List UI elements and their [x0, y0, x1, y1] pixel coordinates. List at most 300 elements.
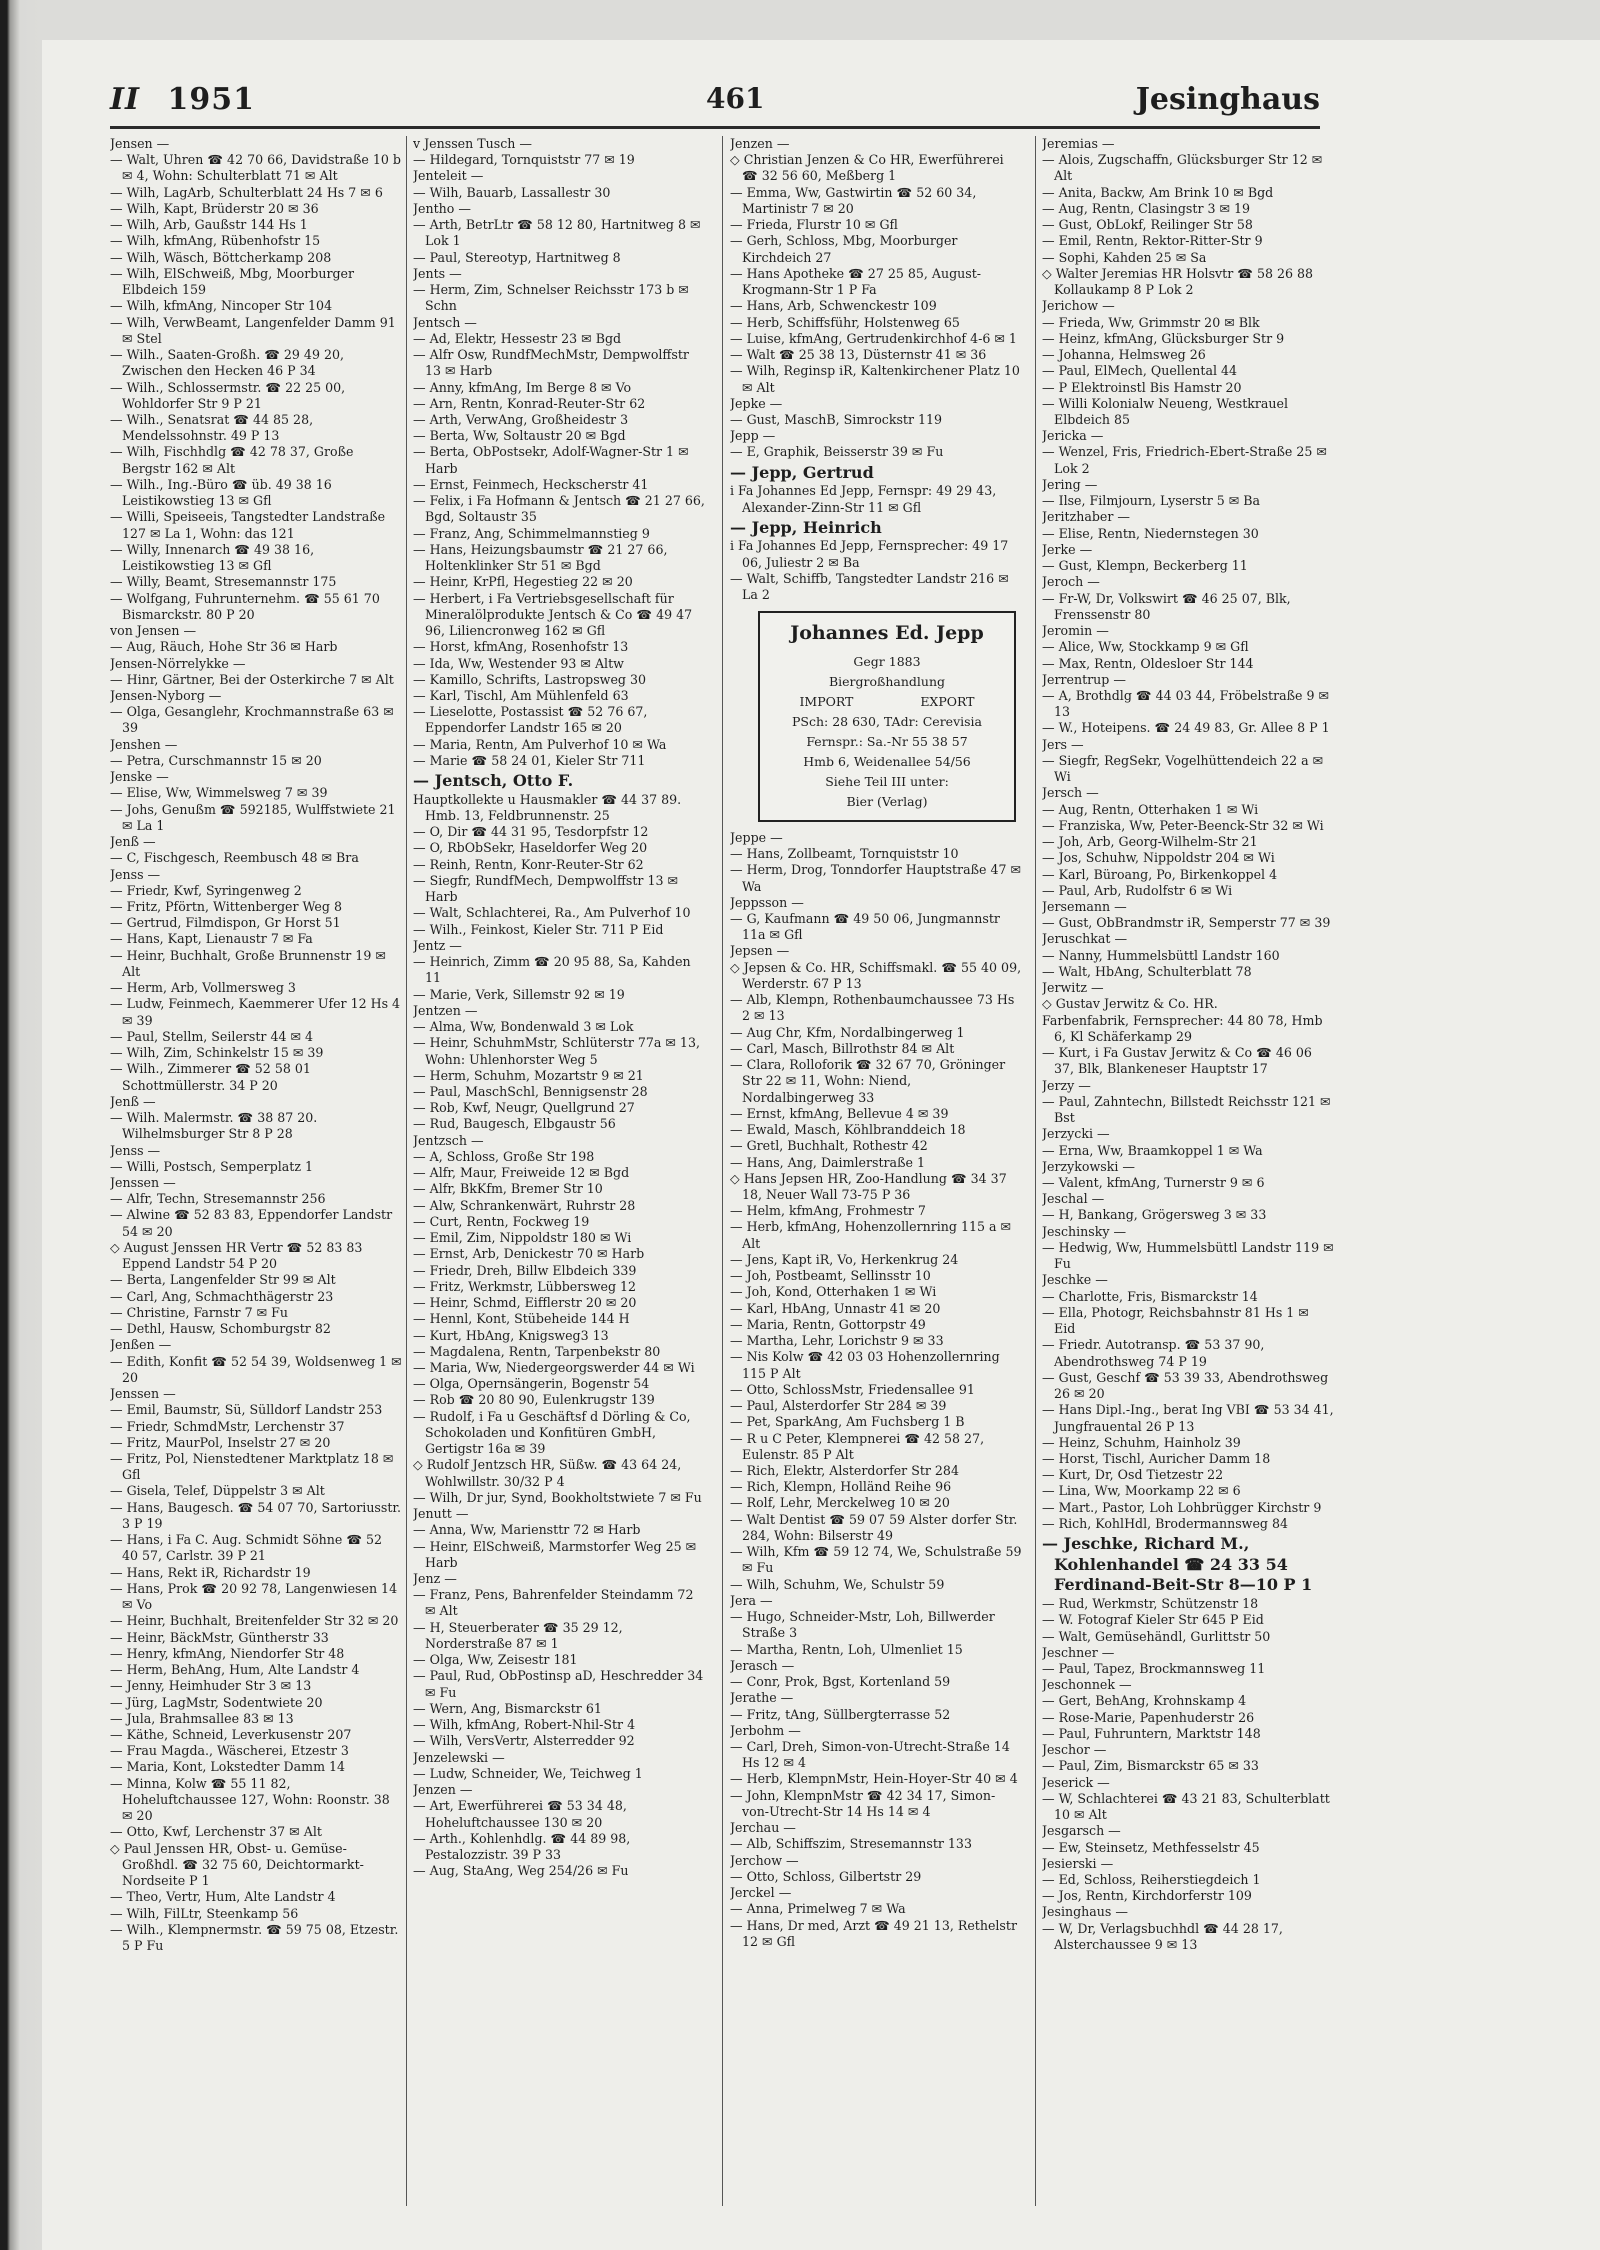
directory-entry: i Fa Johannes Ed Jepp, Fernspr: 49 29 43, Alexander-Zinn-Str 11 ✉ Gfl	[730, 483, 997, 515]
directory-entry: — Willi Kolonialw Neueng, Westkrauel Elbdeich 85	[1042, 395, 1289, 427]
surname-heading: Jerichow —	[1042, 298, 1115, 314]
ad-telegraph: PSch: 28 630, TAdr: Cerevisia	[792, 713, 982, 729]
directory-entry: — Kurt, HbAng, Knigsweg3 13	[413, 1327, 609, 1343]
directory-entry: — Wilh., Ing.-Büro ☎ üb. 49 38 16 Leistikowstieg 13 ✉ Gfl	[110, 476, 332, 509]
directory-entry: — Karl, Büroang, Po, Birkenkoppel 4	[1042, 866, 1278, 882]
directory-entry: — Otto, Kwf, Lerchenstr 37 ✉ Alt	[110, 1824, 322, 1840]
directory-entry: — Hans, Baugesch. ☎ 54 07 70, Sartoriusstr. 3 P 19	[110, 1499, 402, 1531]
directory-entry: — Minna, Kolw ☎ 55 11 82, Hoheluftchaussee 127, Wohn: Roonstr. 38 ✉ 20	[110, 1775, 390, 1824]
directory-entry: — Maria, Ww, Niedergeorgswerder 44 ✉ Wi	[413, 1359, 695, 1375]
directory-entry: — Fritz, Pförtn, Wittenberger Weg 8	[110, 899, 342, 915]
directory-entry: — Emma, Ww, Gastwirtin ☎ 52 60 34, Martinistr 7 ✉ 20	[730, 184, 977, 216]
directory-entry: — Jeschke, Richard M., Kohlenhandel ☎ 24 33 54 Ferdinand-Beit-Str 8—10 P 1	[1042, 1534, 1313, 1595]
directory-entry: — Ewald, Masch, Köhlbranddeich 18	[730, 1122, 966, 1138]
column-divider	[1035, 136, 1036, 2206]
directory-entry: — Wilh, VersVertr, Alsterredder 92	[413, 1733, 635, 1749]
directory-entry: — Aug Chr, Kfm, Nordalbingerweg 1	[730, 1024, 965, 1040]
directory-entry: — Karl, Tischl, Am Mühlenfeld 63	[413, 687, 629, 703]
directory-entry: — Rob, Kwf, Neugr, Quellgrund 27	[413, 1100, 635, 1116]
directory-entry: — Berta, ObPostsekr, Adolf-Wagner-Str 1 ✉ Harb	[413, 444, 689, 476]
directory-entry: — Wilh, Wäsch, Böttcherkamp 208	[110, 249, 332, 265]
surname-heading: Jerzycki —	[1042, 1126, 1110, 1142]
directory-entry: — Hans, Arb, Schwenckestr 109	[730, 298, 937, 314]
surname-heading: Jenssen —	[110, 1386, 176, 1402]
surname-heading: Jeschor —	[1042, 1742, 1107, 1758]
directory-entry: — Gust, ObLokf, Reilinger Str 58	[1042, 217, 1253, 233]
directory-entry: — Marie ☎ 58 24 01, Kieler Str 711	[413, 752, 646, 768]
directory-entry: — Siegfr, RundfMech, Dempwolffstr 13 ✉ Harb	[413, 872, 679, 905]
directory-entry: — Alwine ☎ 52 83 83, Eppendorfer Landstr 54 ✉ 20	[110, 1207, 393, 1239]
directory-entry: — Gust, Klempn, Beckerberg 11	[1042, 558, 1248, 574]
header-rule	[110, 126, 1320, 129]
directory-entry: — Art, Ewerführerei ☎ 53 34 48, Hoheluftchaussee 130 ✉ 20	[413, 1798, 627, 1830]
directory-entry: — Nanny, Hummelsbüttl Landstr 160	[1042, 947, 1280, 963]
surname-heading: Jenß —	[110, 1093, 156, 1109]
surname-heading: Jeschner —	[1042, 1644, 1115, 1660]
directory-entry: — Alb, Klempn, Rothenbaumchaussee 73 Hs 2 ✉ 13	[730, 992, 1015, 1024]
directory-column-3	[730, 136, 1022, 2211]
directory-entry: — Henry, kfmAng, Niendorfer Str 48	[110, 1645, 345, 1661]
directory-entry: — Heinr, ElSchweiß, Marmstorfer Weg 25 ✉ Harb	[413, 1538, 697, 1570]
ad-import: IMPORT	[799, 693, 854, 709]
directory-entry: — Rich, KohlHdl, Brodermannsweg 84	[1042, 1515, 1288, 1531]
directory-entry: — C, Fischgesch, Reembusch 48 ✉ Bra	[110, 850, 359, 866]
surname-heading: Jesierski —	[1042, 1855, 1114, 1871]
directory-entry: — Alfr Osw, RundfMechMstr, Dempwolffstr 13 ✉ Harb	[413, 347, 689, 379]
directory-entry: — Arth., Kohlenhdlg. ☎ 44 89 98, Pestalozzistr. 39 P 33	[413, 1830, 631, 1862]
directory-entry: — Wilh., Saaten-Großh. ☎ 29 49 20, Zwischen den Hecken 46 P 34	[110, 347, 344, 379]
directory-entry: — Karl, HbAng, Unnastr 41 ✉ 20	[730, 1300, 941, 1316]
directory-entry: — Rolf, Lehr, Merckelweg 10 ✉ 20	[730, 1495, 950, 1511]
surname-heading: Jerchau —	[730, 1820, 796, 1836]
directory-entry: — Magdalena, Rentn, Tarpenbekstr 80	[413, 1343, 661, 1359]
directory-entry: — Berta, Langenfelder Str 99 ✉ Alt	[110, 1272, 336, 1288]
directory-entry: — Joh, Arb, Georg-Wilhelm-Str 21	[1042, 834, 1258, 850]
directory-entry: — Fritz, Pol, Nienstedtener Marktplatz 18 ✉ Gfl	[110, 1450, 394, 1483]
directory-entry: — Walt, Gemüsehändl, Gurlittstr 50	[1042, 1628, 1271, 1644]
directory-entry: — Franziska, Ww, Peter-Beenck-Str 32 ✉ Wi	[1042, 817, 1324, 833]
ad-import-export	[766, 692, 1008, 712]
directory-entry: — Wilh., Senatsrat ☎ 44 85 28, Mendelssohnstr. 49 P 13	[110, 411, 314, 444]
directory-entry: — Fritz, Werkmstr, Lübbersweg 12	[413, 1278, 637, 1294]
directory-entry: — Aug, Rentn, Otterhaken 1 ✉ Wi	[1042, 801, 1259, 817]
directory-entry: — Franz, Ang, Schimmelmannstieg 9	[413, 525, 650, 541]
surname-heading: Jenske —	[110, 769, 169, 785]
directory-entry: — Olga, Opernsängerin, Bogenstr 54	[413, 1376, 650, 1392]
directory-entry: — G, Kaufmann ☎ 49 50 06, Jungmannstr 11a ✉ Gfl	[730, 911, 1000, 943]
directory-entry: ◇ August Jenssen HR Vertr ☎ 52 83 83 Eppend Landstr 54 P 20	[110, 1239, 363, 1272]
directory-entry: — Heinr, Buchhalt, Breitenfelder Str 32 ✉ 20	[110, 1613, 399, 1629]
directory-entry: — Gust, MaschB, Simrockstr 119	[730, 411, 943, 427]
directory-entry: — Friedr. Autotransp. ☎ 53 37 90, Abendrothsweg 74 P 19	[1042, 1337, 1265, 1369]
directory-entry: — Heinr, KrPfl, Hegestieg 22 ✉ 20	[413, 574, 633, 590]
directory-entry: — Alfr, Techn, Stresemannstr 256	[110, 1191, 326, 1207]
surname-heading: Jeritzhaber —	[1042, 509, 1130, 525]
directory-entry: — Willy, Innenarch ☎ 49 38 16, Leistikowstieg 13 ✉ Gfl	[110, 541, 315, 574]
directory-entry: — Walt, Uhren ☎ 42 70 66, Davidstraße 10 b ✉ 4, Wohn: Schulterblatt 71 ✉ Alt	[110, 152, 401, 184]
surname-heading: Jeremias —	[1042, 136, 1115, 151]
directory-entry: — Heinrich, Zimm ☎ 20 95 88, Sa, Kahden 11	[413, 954, 691, 986]
surname-heading: Jenssen —	[110, 1175, 176, 1190]
directory-entry: — Lieselotte, Postassist ☎ 52 76 67, Eppendorfer Landstr 165 ✉ 20	[413, 704, 648, 736]
directory-entry: — Aug, Rentn, Clasingstr 3 ✉ 19	[1042, 200, 1251, 216]
directory-entry: — Jentsch, Otto F.	[413, 771, 574, 791]
directory-entry: — Anita, Backw, Am Brink 10 ✉ Bgd	[1042, 184, 1274, 200]
directory-entry: — Ernst, kfmAng, Bellevue 4 ✉ 39	[730, 1105, 949, 1121]
directory-entry: — Friedr, SchmdMstr, Lerchenstr 37	[110, 1418, 345, 1434]
directory-entry: — Wilh, ElSchweiß, Mbg, Moorburger Elbdeich 159	[110, 265, 355, 298]
surname-heading: Jeschke —	[1042, 1272, 1108, 1288]
directory-entry: — Alice, Ww, Stockkamp 9 ✉ Gfl	[1042, 639, 1249, 655]
surname-heading: Jentsch —	[413, 314, 477, 330]
directory-entry: — Elise, Ww, Wimmelsweg 7 ✉ 39	[110, 785, 328, 801]
directory-entry: — O, RbObSekr, Haseldorfer Weg 20	[413, 840, 648, 856]
directory-entry: — Sophi, Kahden 25 ✉ Sa	[1042, 249, 1207, 265]
surname-heading: Jensen-Nyborg —	[110, 687, 222, 703]
directory-entry: — Hans, Prok ☎ 20 92 78, Langenwiesen 14 ✉ Vo	[110, 1580, 398, 1613]
directory-entry: — Paul, Zim, Bismarckstr 65 ✉ 33	[1042, 1758, 1259, 1774]
directory-entry: — Wilh, Zim, Schinkelstr 15 ✉ 39	[110, 1045, 324, 1061]
directory-entry: — Heinr, Buchhalt, Große Brunnenstr 19 ✉ Alt	[110, 947, 386, 979]
directory-entry: — Fritz, tAng, Süllbergterrasse 52	[730, 1706, 951, 1722]
directory-entry: — Jepp, Heinrich	[730, 517, 882, 537]
surname-heading: Jersemann —	[1042, 899, 1127, 915]
directory-entry: — Wolfgang, Fuhrunternehm. ☎ 55 61 70 Bismarckstr. 80 P 20	[110, 590, 380, 622]
directory-entry: — Hans Apotheke ☎ 27 25 85, August-Krogmann-Str 1 P Fa	[730, 265, 982, 298]
directory-entry: — Wilh., Zimmerer ☎ 52 58 01 Schottmüllerstr. 34 P 20	[110, 1061, 311, 1093]
surname-heading: Jesinghaus —	[1042, 1904, 1128, 1920]
directory-entry: — Anna, Ww, Mariensttr 72 ✉ Harb	[413, 1522, 641, 1538]
directory-entry: — Gust, Geschf ☎ 53 39 33, Abendrothsweg 26 ✉ 20	[1042, 1369, 1329, 1402]
directory-entry: — Horst, Tischl, Auricher Damm 18	[1042, 1450, 1271, 1466]
directory-entry: — Joh, Postbeamt, Sellinsstr 10	[730, 1268, 931, 1284]
ad-address: Hmb 6, Weidenallee 54/56	[803, 753, 971, 769]
ad-founded: Gegr 1883	[853, 653, 921, 669]
directory-entry: — Wern, Ang, Bismarckstr 61	[413, 1700, 602, 1716]
surname-heading: Jentz —	[413, 937, 462, 953]
surname-heading: Jenzen —	[730, 136, 790, 151]
directory-entry: — Gretl, Buchhalt, Rothestr 42	[730, 1138, 928, 1154]
directory-entry: — Heinz, Schuhm, Hainholz 39	[1042, 1434, 1241, 1450]
directory-entry: — Carl, Ang, Schmachthägerstr 23	[110, 1288, 334, 1304]
directory-entry: — Rud, Baugesch, Elbgaustr 56	[413, 1116, 616, 1132]
surname-heading: Jerke —	[1042, 541, 1093, 557]
directory-entry: — Hinr, Gärtner, Bei der Osterkirche 7 ✉ Alt	[110, 671, 394, 687]
surname-heading: Jenzelewski —	[413, 1749, 505, 1765]
surname-heading: von Jensen —	[110, 623, 197, 639]
surname-heading: Jeppe —	[730, 829, 783, 845]
directory-entry: — Petra, Curschmannstr 15 ✉ 20	[110, 752, 322, 768]
surname-heading: Jenshen —	[110, 736, 178, 752]
directory-entry: — Hans, Dr med, Arzt ☎ 49 21 13, Rethelstr 12 ✉ Gfl	[730, 1917, 1017, 1949]
directory-entry: — Hans, i Fa C. Aug. Schmidt Söhne ☎ 52 40 57, Carlstr. 39 P 21	[110, 1532, 383, 1564]
header-volume: II	[110, 82, 141, 117]
directory-entry: — Hennl, Kont, Stübeheide 144 H	[413, 1311, 630, 1327]
directory-entry: ◇ Rudolf Jentzsch HR, Süßw. ☎ 43 64 24, Wohlwillstr. 30/32 P 4	[413, 1457, 682, 1489]
directory-entry: — E, Graphik, Beisserstr 39 ✉ Fu	[730, 444, 944, 460]
surname-heading: Jesgarsch —	[1042, 1823, 1121, 1839]
directory-entry: — H, Bankang, Grögersweg 3 ✉ 33	[1042, 1207, 1267, 1223]
surname-heading: Jericka —	[1042, 428, 1104, 444]
surname-heading: Jeschinsky —	[1042, 1223, 1127, 1239]
directory-entry: — Olga, Ww, Zeisestr 181	[413, 1652, 578, 1668]
surname-heading: Jensen-Nörrelykke —	[110, 655, 246, 671]
directory-entry: — Ad, Elektr, Hessestr 23 ✉ Bgd	[413, 330, 622, 346]
directory-entry: — Otto, Schloss, Gilbertstr 29	[730, 1868, 922, 1884]
ad-phone: Fernspr.: Sa.-Nr 55 38 57	[806, 733, 968, 749]
directory-entry: — Arth, VerwAng, Großheidestr 3	[413, 411, 629, 427]
directory-entry: — Emil, Rentn, Rektor-Ritter-Str 9	[1042, 233, 1263, 249]
directory-entry: ◇ Jepsen & Co. HR, Schiffsmakl. ☎ 55 40 09, Werderstr. 67 P 13	[730, 959, 1022, 991]
directory-entry: — Wilh, Bauarb, Lassallestr 30	[413, 184, 611, 200]
ad-see-note: Siehe Teil III unter:	[825, 773, 949, 789]
directory-entry: — Ilse, Filmjourn, Lyserstr 5 ✉ Ba	[1042, 493, 1261, 509]
directory-entry: — O, Dir ☎ 44 31 95, Tesdorpfstr 12	[413, 824, 649, 840]
directory-entry: — Alois, Zugschaffn, Glücksburger Str 12 ✉ Alt	[1042, 152, 1323, 184]
surname-heading: Jenzen —	[413, 1782, 473, 1798]
directory-entry: — W, Schlachterei ☎ 43 21 83, Schulterblatt 10 ✉ Alt	[1042, 1790, 1330, 1823]
directory-column-1	[110, 136, 402, 2211]
directory-entry: — Rob ☎ 20 80 90, Eulenkrugstr 139	[413, 1392, 655, 1408]
directory-entry: — Luise, kfmAng, Gertrudenkirchhof 4-6 ✉ 1	[730, 330, 1017, 346]
directory-entry: — Nis Kolw ☎ 42 03 03 Hohenzollernring 115 P Alt	[730, 1349, 1000, 1381]
directory-entry: — Theo, Vertr, Hum, Alte Landstr 4	[110, 1889, 336, 1905]
directory-entry: — Christine, Farnstr 7 ✉ Fu	[110, 1304, 289, 1320]
directory-entry: — Horst, kfmAng, Rosenhofstr 13	[413, 639, 629, 655]
directory-entry: — H, Steuerberater ☎ 35 29 12, Norderstraße 87 ✉ 1	[413, 1619, 623, 1651]
directory-entry: — Alfr, BkKfm, Bremer Str 10	[413, 1181, 603, 1197]
directory-entry: — Gerh, Schloss, Mbg, Moorburger Kirchdeich 27	[730, 233, 958, 265]
surname-heading: Jeserick —	[1042, 1774, 1110, 1790]
directory-entry: — Emil, Zim, Nippoldstr 180 ✉ Wi	[413, 1230, 632, 1246]
directory-entry: — Pet, SparkAng, Am Fuchsberg 1 B	[730, 1414, 965, 1430]
directory-entry: — Wilh, FilLtr, Steenkamp 56	[110, 1905, 299, 1921]
ad-see-ref: Bier (Verlag)	[846, 793, 928, 809]
directory-entry: — Kurt, Dr, Osd Tietzestr 22	[1042, 1467, 1224, 1483]
surname-heading: Jepp —	[730, 428, 776, 444]
directory-entry: — Wilh, VerwBeamt, Langenfelder Damm 91 ✉ Stel	[110, 314, 396, 346]
ad-export: EXPORT	[920, 693, 975, 709]
surname-heading: Jentzsch —	[413, 1132, 484, 1148]
directory-entry: ◇ Christian Jenzen & Co HR, Ewerführerei ☎ 32 56 60, Meßberg 1	[730, 152, 1004, 184]
directory-entry: — Ludw, Feinmech, Kaemmerer Ufer 12 Hs 4 ✉ 39	[110, 996, 401, 1028]
directory-entry: — Frieda, Ww, Grimmstr 20 ✉ Blk	[1042, 314, 1260, 330]
directory-entry: — Kurt, i Fa Gustav Jerwitz & Co ☎ 46 06 37, Blk, Blankeneser Hauptstr 17	[1042, 1045, 1312, 1077]
directory-entry: — Friedr, Dreh, Billw Elbdeich 339	[413, 1262, 637, 1278]
directory-entry: — Wilh, Kapt, Brüderstr 20 ✉ 36	[110, 200, 319, 216]
surname-heading: Jenss —	[110, 866, 161, 882]
directory-entry: — Gert, BehAng, Krohnskamp 4	[1042, 1693, 1247, 1709]
directory-entry: — Ida, Ww, Westender 93 ✉ Altw	[413, 655, 624, 671]
surname-heading: Jerrentrup —	[1042, 671, 1126, 687]
directory-entry: — Wilh, Reginsp iR, Kaltenkirchener Platz 10 ✉ Alt	[730, 363, 1020, 395]
surname-heading: Jerzykowski —	[1042, 1158, 1135, 1174]
directory-entry: — Paul, Rud, ObPostinsp aD, Heschredder 34 ✉ Fu	[413, 1668, 704, 1700]
surname-heading: Jenß —	[110, 834, 156, 850]
directory-entry: — Franz, Pens, Bahrenfelder Steindamm 72 ✉ Alt	[413, 1587, 694, 1619]
directory-entry: — Dethl, Hausw, Schomburgstr 82	[110, 1321, 331, 1337]
directory-entry: — Hans, Heizungsbaumstr ☎ 21 27 66, Holtenklinker Str 51 ✉ Bgd	[413, 541, 668, 574]
directory-entry: — Paul, ElMech, Quellental 44	[1042, 363, 1238, 379]
directory-entry: — Martha, Lehr, Lorichstr 9 ✉ 33	[730, 1333, 944, 1349]
directory-entry: ◇ Gustav Jerwitz & Co. HR.	[1042, 996, 1218, 1012]
directory-entry: — Alfr, Maur, Freiweide 12 ✉ Bgd	[413, 1165, 630, 1181]
surname-heading: Jering —	[1042, 476, 1098, 492]
directory-entry: — Paul, Stellm, Seilerstr 44 ✉ 4	[110, 1028, 314, 1044]
directory-entry: — Wilh, Fischhdlg ☎ 42 78 37, Große Bergstr 162 ✉ Alt	[110, 444, 354, 476]
surname-heading: Jerathe —	[730, 1690, 794, 1706]
directory-entry: — Hildegard, Tornquiststr 77 ✉ 19	[413, 152, 635, 168]
directory-entry: — Ella, Photogr, Reichsbahnstr 81 Hs 1 ✉ Eid	[1042, 1304, 1309, 1337]
directory-entry: — Jepp, Gertrud	[730, 462, 874, 482]
directory-entry: — Wilh, LagArb, Schulterblatt 24 Hs 7 ✉ 6	[110, 184, 383, 200]
directory-entry: — W., Hoteipens. ☎ 24 49 83, Gr. Allee 8 P 1	[1042, 720, 1330, 736]
directory-entry: — Emil, Baumstr, Sü, Sülldorf Landstr 253	[110, 1402, 383, 1418]
directory-entry: — Joh, Kond, Otterhaken 1 ✉ Wi	[730, 1284, 937, 1300]
directory-entry: — R u C Peter, Klempnerei ☎ 42 58 27, Eulenstr. 85 P Alt	[730, 1430, 985, 1462]
directory-entry: — Arth, BetrLtr ☎ 58 12 80, Hartnitweg 8 ✉ Lok 1	[413, 217, 701, 249]
directory-entry: — John, KlempnMstr ☎ 42 34 17, Simon-von-Utrecht-Str 14 Hs 14 ✉ 4	[730, 1787, 996, 1819]
directory-entry: — W. Fotograf Kieler Str 645 P Eid	[1042, 1612, 1264, 1628]
directory-entry: — Ernst, Feinmech, Heckscherstr 41	[413, 476, 649, 492]
surname-heading: Jepke —	[730, 395, 783, 411]
directory-entry: — Herm, Schuhm, Mozartstr 9 ✉ 21	[413, 1067, 644, 1083]
directory-entry: — Jens, Kapt iR, Vo, Herkenkrug 24	[730, 1251, 959, 1267]
directory-entry: — Anna, Primelweg 7 ✉ Wa	[730, 1901, 906, 1917]
directory-entry: — W, Dr, Verlagsbuchhdl ☎ 44 28 17, Alsterchaussee 9 ✉ 13	[1042, 1920, 1283, 1952]
directory-entry: — Willi, Speiseeis, Tangstedter Landstraße 127 ✉ La 1, Wohn: das 121	[110, 509, 386, 541]
directory-entry: — Johs, Genußm ☎ 592185, Wulffstwiete 21 ✉ La 1	[110, 801, 396, 833]
directory-entry: — Wilh., Klempnermstr. ☎ 59 75 08, Etzestr. 5 P Fu	[110, 1921, 399, 1954]
surname-heading: Jerchow —	[730, 1852, 799, 1868]
directory-entry: i Fa Johannes Ed Jepp, Fernsprecher: 49 17 06, Juliestr 2 ✉ Ba	[730, 538, 1009, 570]
directory-entry: — Heinr, SchuhmMstr, Schlüterstr 77a ✉ 13, Wohn: Uhlenhorster Weg 5	[413, 1035, 700, 1067]
advertisement-box	[758, 611, 1016, 822]
directory-entry: Hauptkollekte u Hausmakler ☎ 44 37 89. Hmb. 13, Feldbrunnenstr. 25	[413, 791, 682, 823]
directory-entry: — Wilh, kfmAng, Robert-Nhil-Str 4	[413, 1717, 636, 1733]
directory-entry: — Frieda, Flurstr 10 ✉ Gfl	[730, 217, 898, 233]
directory-entry: — Erna, Ww, Braamkoppel 1 ✉ Wa	[1042, 1142, 1263, 1158]
surname-heading: Jenteleit —	[413, 168, 484, 184]
surname-heading: Jeroch —	[1042, 574, 1100, 590]
directory-entry: ◇ Walter Jeremias HR Holsvtr ☎ 58 26 88 Kollaukamp 8 P Lok 2	[1042, 265, 1314, 298]
surname-heading: Jerzy —	[1042, 1077, 1091, 1093]
directory-entry: — Wenzel, Fris, Friedrich-Ebert-Straße 25 ✉ Lok 2	[1042, 444, 1327, 476]
directory-entry: — Frau Magda., Wäscherei, Etzestr 3	[110, 1743, 349, 1759]
surname-heading: Jentho —	[413, 200, 471, 216]
surname-heading: Jeruschkat —	[1042, 931, 1128, 947]
directory-entry: — Helm, kfmAng, Frohmestr 7	[730, 1203, 926, 1219]
surname-heading: Jentzen —	[413, 1002, 478, 1018]
directory-entry: — Maria, Rentn, Gottorpstr 49	[730, 1316, 926, 1332]
directory-entry: — Hedwig, Ww, Hummelsbüttl Landstr 119 ✉ Fu	[1042, 1239, 1334, 1272]
directory-entry: — Martha, Rentn, Loh, Ulmenliet 15	[730, 1641, 963, 1657]
column-divider	[722, 136, 723, 2206]
directory-entry: — Hans, Rekt iR, Richardstr 19	[110, 1564, 311, 1580]
ad-trade: Biergroßhandlung	[828, 673, 946, 689]
book-binding-edge	[0, 0, 42, 2250]
header-catchword: Jesinghaus	[1135, 82, 1320, 117]
directory-entry: — Maria, Rentn, Am Pulverhof 10 ✉ Wa	[413, 736, 667, 752]
directory-entry: — Marie, Verk, Sillemstr 92 ✉ 19	[413, 986, 625, 1002]
directory-entry: — Ludw, Schneider, We, Teichweg 1	[413, 1765, 643, 1781]
directory-entry: — Herbert, i Fa Vertriebsgesellschaft für Mineralölprodukte Jentsch & Co ☎ 49 47 96, Liliencronweg 162 ✉ Gfl	[413, 590, 693, 639]
directory-entry: — Fritz, MaurPol, Inselstr 27 ✉ 20	[110, 1434, 331, 1450]
surname-heading: Jers —	[1042, 736, 1084, 752]
surname-heading: Jerbohm —	[730, 1722, 801, 1738]
directory-entry: — Heinz, kfmAng, Glücksburger Str 9	[1042, 330, 1285, 346]
page-header	[110, 82, 1320, 122]
directory-entry: — Hans, Ang, Daimlerstraße 1	[730, 1154, 925, 1170]
directory-entry: — Wilh., Feinkost, Kieler Str. 711 P Eid	[413, 921, 664, 937]
directory-entry: — Kamillo, Schrifts, Lastropsweg 30	[413, 671, 647, 687]
directory-entry: — Rudolf, i Fa u Geschäftsf d Dörling & Co, Schokoladen und Konfitüren GmbH, Gertigstr 16a ✉ 39	[413, 1408, 691, 1457]
directory-entry: — Fr-W, Dr, Volkswirt ☎ 46 25 07, Blk, Frenssenstr 80	[1042, 590, 1291, 622]
surname-heading: Jeschonnek —	[1042, 1677, 1132, 1693]
surname-heading: Jeppsson —	[730, 894, 804, 910]
directory-entry: — Jürg, LagMstr, Sodentwiete 20	[110, 1694, 323, 1710]
directory-entry: — Anny, kfmAng, Im Berge 8 ✉ Vo	[413, 379, 632, 395]
directory-entry: — Wilh, kfmAng, Nincoper Str 104	[110, 298, 333, 314]
directory-entry: — Wilh, Kfm ☎ 59 12 74, We, Schulstraße 59 ✉ Fu	[730, 1544, 1022, 1576]
column-divider	[406, 136, 407, 2206]
directory-entry: — Walt ☎ 25 38 13, Düsternstr 41 ✉ 36	[730, 347, 987, 363]
directory-entry: — Heinr, BäckMstr, Güntherstr 33	[110, 1629, 329, 1645]
directory-entry: — Paul, Stereotyp, Hartnitweg 8	[413, 249, 621, 265]
directory-entry: — Herb, Schiffsführ, Holstenweg 65	[730, 314, 960, 330]
directory-entry: — Ernst, Arb, Denickestr 70 ✉ Harb	[413, 1246, 645, 1262]
directory-entry: — Clara, Rolloforik ☎ 32 67 70, Gröninger Str 22 ✉ 11, Wohn: Niend, Nordalbingerweg 33	[730, 1057, 1006, 1105]
directory-entry: — Walt Dentist ☎ 59 07 59 Alster dorfer Str. 284, Wohn: Bilserstr 49	[730, 1511, 1018, 1543]
directory-column-4	[1042, 136, 1334, 2211]
directory-entry: — Rud, Werkmstr, Schützenstr 18	[1042, 1596, 1259, 1612]
directory-entry: — Max, Rentn, Oldesloer Str 144	[1042, 655, 1254, 671]
directory-entry: — Paul, Fuhruntern, Marktstr 148	[1042, 1725, 1261, 1741]
ad-title: Johannes Ed. Jepp	[790, 622, 984, 645]
directory-entry: ◇ Hans Jepsen HR, Zoo-Handlung ☎ 34 37 18, Neuer Wall 73-75 P 36	[730, 1170, 1007, 1202]
surname-heading: Jents —	[413, 265, 462, 281]
directory-entry: — Wilh, Dr jur, Synd, Bookholtstwiete 7 ✉ Fu	[413, 1489, 702, 1505]
directory-entry: — Carl, Dreh, Simon-von-Utrecht-Straße 14 Hs 12 ✉ 4	[730, 1738, 1010, 1771]
directory-entry: — A, Schloss, Große Str 198	[413, 1148, 595, 1164]
surname-heading: v Jenssen Tusch —	[413, 136, 532, 151]
directory-entry: ◇ Paul Jenssen HR, Obst- u. Gemüse-Großhdl. ☎ 32 75 60, Deichtormarkt-Nordseite P 1	[110, 1840, 364, 1889]
surname-heading: Jerasch —	[730, 1657, 795, 1673]
directory-entry: — Reinh, Rentn, Konr-Reuter-Str 62	[413, 856, 644, 872]
directory-entry: — Jos, Schuhw, Nippoldstr 204 ✉ Wi	[1042, 850, 1275, 866]
surname-heading: Jerwitz —	[1042, 980, 1104, 996]
directory-entry: — Ew, Steinsetz, Methfesselstr 45	[1042, 1839, 1260, 1855]
header-page-number: 461	[706, 82, 765, 115]
directory-entry: — Wilh, Schuhm, We, Schulstr 59	[730, 1576, 945, 1592]
directory-entry: — Wilh, kfmAng, Rübenhofstr 15	[110, 233, 321, 249]
directory-entry: — Jula, Brahmsallee 83 ✉ 13	[110, 1710, 294, 1726]
directory-entry: — Edith, Konfit ☎ 52 54 39, Woldsenweg 1 ✉ 20	[110, 1353, 402, 1385]
directory-entry: — Rich, Klempn, Holländ Reihe 96	[730, 1479, 952, 1495]
directory-entry: — P Elektroinstl Bis Hamstr 20	[1042, 379, 1242, 395]
directory-entry: — Wilh. Malermstr. ☎ 38 87 20. Wilhelmsburger Str 8 P 28	[110, 1110, 318, 1142]
directory-entry: — Otto, SchlossMstr, Friedensallee 91	[730, 1381, 975, 1397]
directory-entry: — Lina, Ww, Moorkamp 22 ✉ 6	[1042, 1483, 1241, 1499]
directory-entry: — Herm, Zim, Schnelser Reichsstr 173 b ✉ Schn	[413, 282, 689, 314]
directory-entry: — Herm, BehAng, Hum, Alte Landstr 4	[110, 1662, 360, 1678]
directory-entry: — Herm, Arb, Vollmersweg 3	[110, 980, 296, 996]
directory-entry: — Johanna, Helmsweg 26	[1042, 347, 1206, 363]
surname-heading: Jera —	[730, 1592, 773, 1608]
directory-entry: — Olga, Gesanglehr, Krochmannstraße 63 ✉ 39	[110, 704, 394, 736]
directory-entry: — Paul, Zahntechn, Billstedt Reichsstr 121 ✉ Bst	[1042, 1093, 1331, 1126]
directory-entry: — Friedr, Kwf, Syringenweg 2	[110, 882, 302, 898]
